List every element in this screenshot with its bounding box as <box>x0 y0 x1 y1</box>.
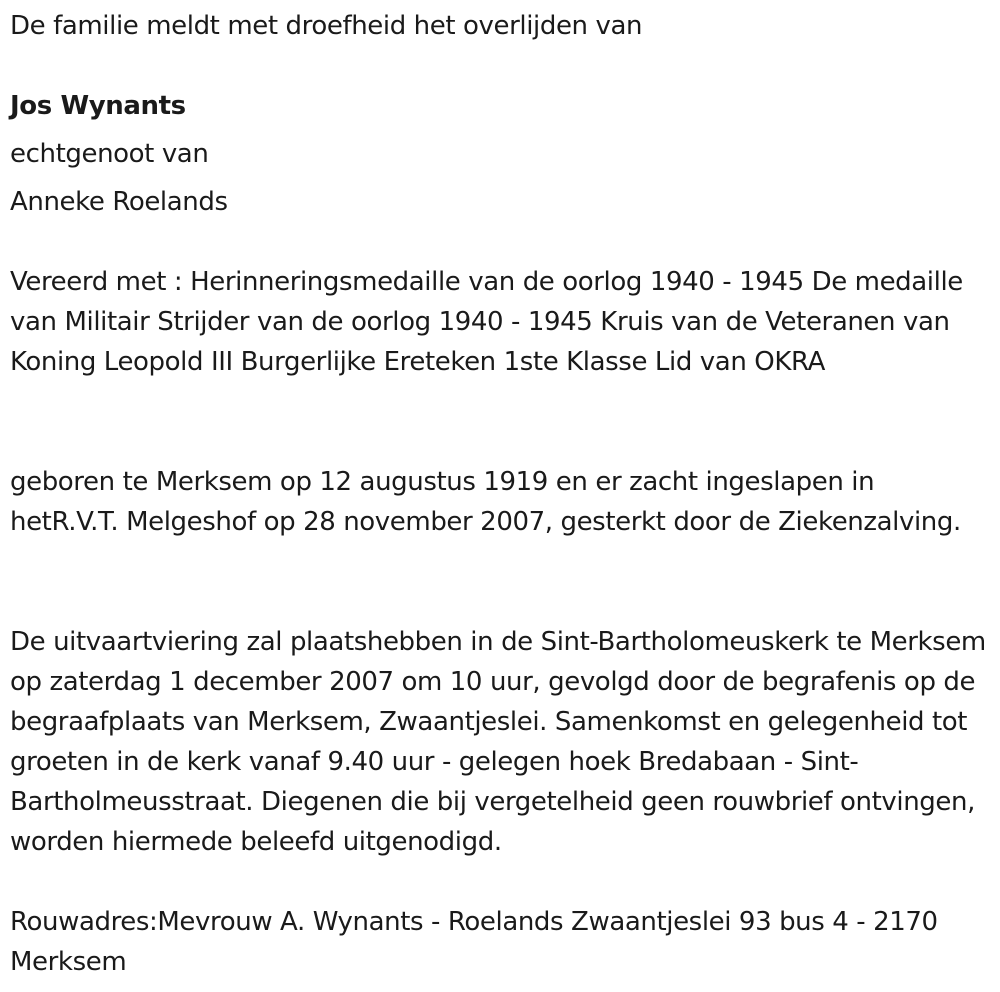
mourning-address: Rouwadres:Mevrouw A. Wynants - Roelands Zwaantjeslei 93 bus 4 - 2170 Merksem <box>10 907 938 977</box>
honors-paragraph: Vereerd met : Herinneringsmedaille van de oorlog 1940 - 1945 De medaille van Militair Strijder van de oorlog 1940 - 1945 Kruis van de Veteranen van Koning Leopold III Burgerlijke Ereteken 1ste Klasse Lid van OKRA <box>10 267 963 377</box>
relation-line: echtgenoot van <box>10 139 209 169</box>
deceased-name: Jos Wynants <box>10 91 186 121</box>
funeral-paragraph: De uitvaartviering zal plaatshebben in de Sint-Bartholomeuskerk te Merksem op zaterdag 1 december 2007 om 10 uur, gevolgd door de begrafenis op de begraafplaats van Merksem, Zwaantjeslei. Samenkomst en gelegenheid tot groeten in de kerk vanaf 9.40 uur - gelegen hoek Bredabaan - Sint-Bartholmeusstraat. Diegenen die bij vergetelheid geen rouwbrief ontvingen, worden hiermede beleefd uitgenodigd. <box>10 627 986 857</box>
intro-line: De familie meldt met droefheid het overlijden van <box>10 11 643 41</box>
spouse-name: Anneke Roelands <box>10 187 228 217</box>
birth-death-paragraph: geboren te Merksem op 12 augustus 1919 en er zacht ingeslapen in hetR.V.T. Melgeshof op 28 november 2007, gesterkt door de Ziekenzalving. <box>10 467 961 537</box>
